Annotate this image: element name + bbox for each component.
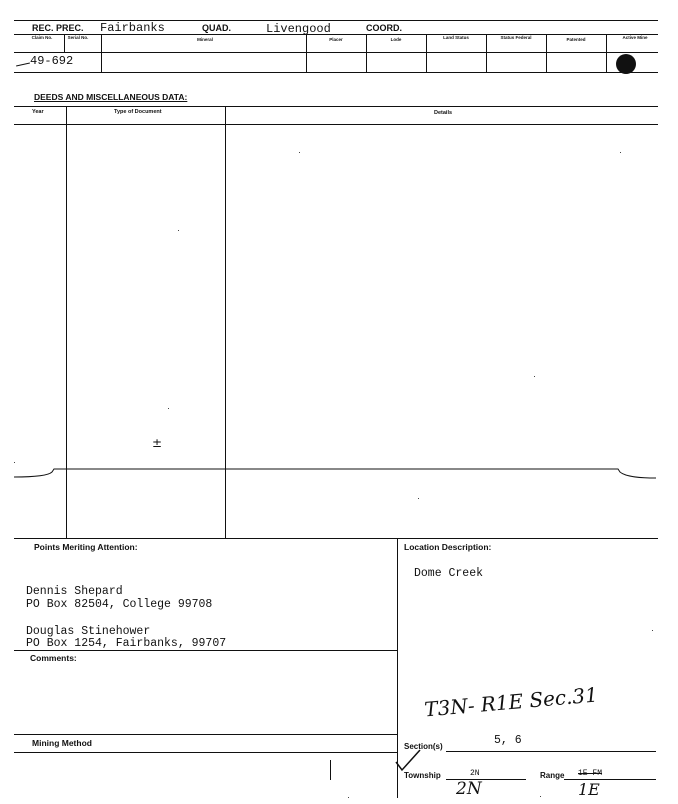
range-label: Range	[540, 771, 565, 780]
col-active-mine: Active Mine	[622, 35, 648, 40]
comments-title: Comments:	[30, 653, 77, 663]
mining-method-title: Mining Method	[32, 738, 92, 748]
scan-speck	[418, 498, 419, 499]
col-patented: Patented	[566, 37, 586, 42]
col-divider-5	[426, 34, 427, 72]
sections-label: Section(s)	[404, 742, 443, 751]
lower-top-line	[14, 538, 658, 539]
col-divider-1	[64, 34, 65, 52]
sections-value: 5, 6	[494, 734, 522, 747]
header-row-top	[14, 34, 658, 35]
col-lode: Lode	[390, 37, 402, 42]
points-line-2: PO Box 82504, College 99708	[26, 598, 213, 611]
scan-speck	[14, 462, 15, 463]
col-status-federal: Status Federal	[500, 35, 532, 40]
township-typed-value: 2N	[470, 769, 480, 778]
col-placer: Placer	[329, 37, 343, 42]
points-title: Points Meriting Attention:	[34, 542, 138, 552]
col-divider-4	[366, 34, 367, 72]
range-typed-value: 1E FM	[578, 769, 603, 778]
plus-minus-mark: ±	[152, 436, 163, 450]
points-line-1: Dennis Shepard	[26, 585, 123, 598]
col-mineral: Mineral	[197, 37, 213, 42]
header-row-bottom	[14, 52, 658, 53]
sections-underline	[446, 751, 656, 752]
scan-speck	[348, 797, 349, 798]
active-mine-dot	[616, 54, 636, 74]
scan-speck	[620, 152, 621, 153]
scan-speck	[540, 796, 541, 797]
rec-prec-value: Fairbanks	[100, 21, 165, 35]
scan-speck	[534, 376, 535, 377]
col-divider-6	[486, 34, 487, 72]
points-line-4: PO Box 1254, Fairbanks, 99707	[26, 637, 227, 650]
col-serial-no: Serial No.	[67, 35, 89, 40]
deeds-title: DEEDS AND MISCELLANEOUS DATA:	[34, 92, 188, 102]
mining-top-line	[14, 734, 397, 735]
col-land-status: Land Status	[443, 35, 469, 40]
rec-prec-label: REC. PREC.	[32, 23, 84, 33]
points-line-3: Douglas Stinehower	[26, 625, 151, 638]
quad-label: QUAD.	[202, 23, 231, 33]
mining-bottom-line	[14, 752, 397, 753]
comments-top-line	[14, 650, 397, 651]
vertical-mark	[330, 760, 331, 780]
scan-speck	[178, 230, 179, 231]
year-header: Year	[32, 109, 44, 115]
range-handwritten: 1E	[578, 780, 600, 799]
col-claim-no: Claim No.	[31, 35, 53, 40]
left-margin-tick	[16, 63, 30, 67]
scan-speck	[299, 152, 300, 153]
deeds-top-line	[14, 106, 658, 107]
township-label: Township	[404, 771, 441, 780]
type-header: Type of Document	[114, 109, 162, 115]
details-header: Details	[434, 110, 453, 116]
deeds-header-line	[14, 124, 658, 125]
col-divider-2	[101, 34, 102, 72]
col-divider-7	[546, 34, 547, 72]
page-fold-line	[0, 460, 678, 490]
col-divider-8	[606, 34, 607, 72]
col-divider-3	[306, 34, 307, 72]
township-handwritten: 2N	[456, 779, 482, 799]
claim-number: 49-692	[30, 54, 74, 68]
coord-label: COORD.	[366, 23, 402, 33]
scan-speck	[652, 630, 653, 631]
location-value: Dome Creek	[414, 567, 484, 580]
location-title: Location Description:	[404, 542, 492, 552]
scan-speck	[168, 408, 169, 409]
handwritten-location-note: T3N- R1E Sec.31	[423, 682, 599, 722]
quad-value: Livengood	[266, 22, 331, 36]
record-row-bottom	[14, 72, 658, 73]
